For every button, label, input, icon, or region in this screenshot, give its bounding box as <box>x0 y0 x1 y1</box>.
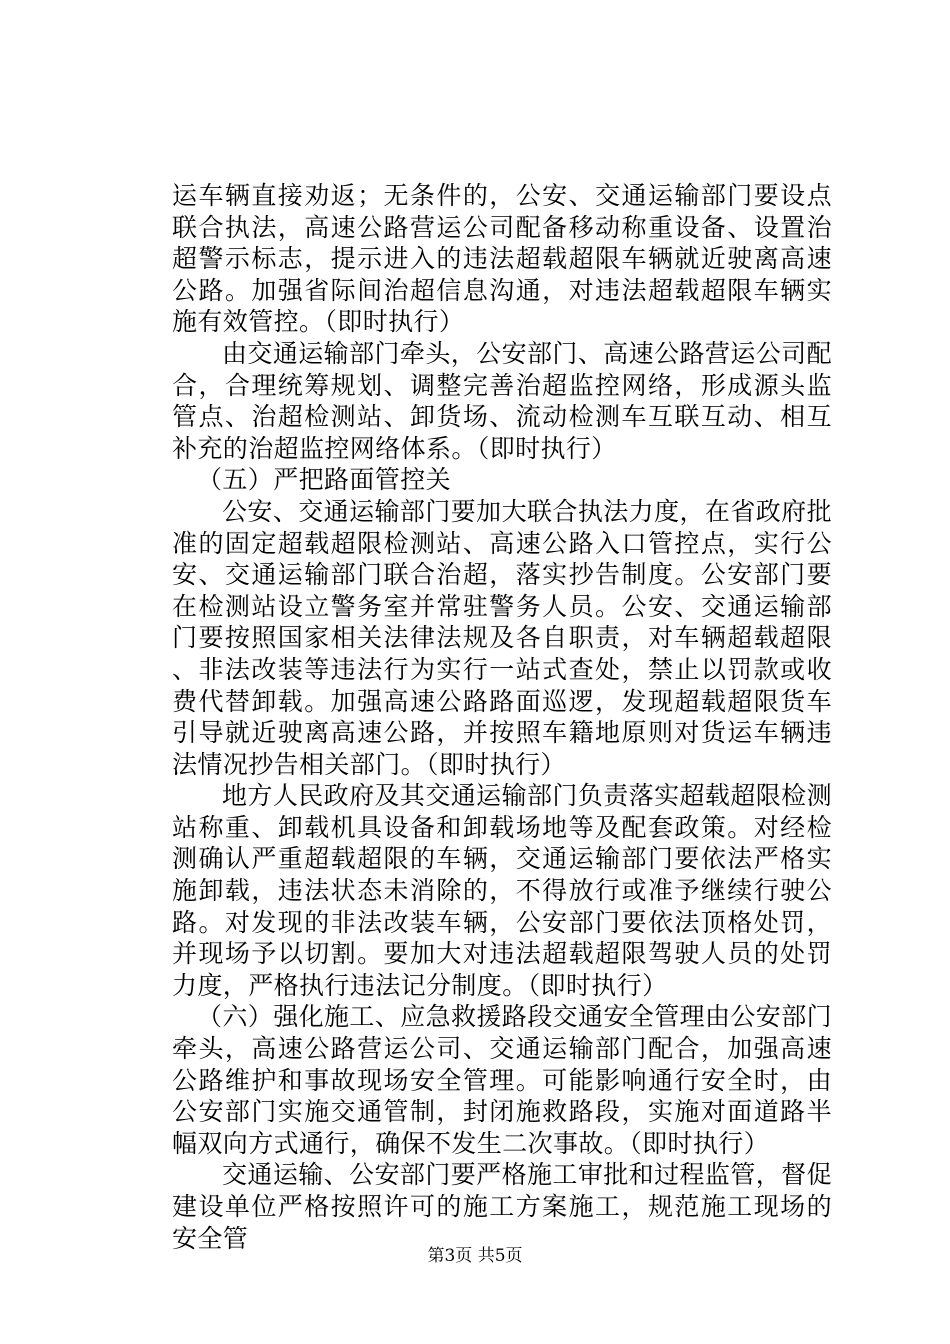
section-heading-six: （六）强化施工、应急救援路段交通安全管理由公安部门牵头，高速公路营运公司、交通运输部门配合，加强高速公路维护和事故现场安全管理。可能影响通行安全时，由公安部门实施交通管制，封闭施救路段，实施对面道路半幅双向方式通行，确保不发生二次事故。（即时执行） <box>172 1002 833 1158</box>
document-body <box>172 180 832 1254</box>
paragraph-construction-approval: 交通运输、公安部门要严格施工审批和过程监管，督促建设单位严格按照许可的施工方案施工，规范施工现场的安全管 <box>172 1160 832 1253</box>
section-heading-five: （五）严把路面管控关 <box>197 465 452 495</box>
paragraph-continuation: 运车辆直接劝返；无条件的，公安、交通运输部门要设点联合执法，高速公路营运公司配备移动称重设备、设置治超警示标志，提示进入的违法超载超限车辆就近驶离高速公路。加强省际间治超信息沟通，对违法超载超限车辆实施有效管控。（即时执行） <box>172 181 832 337</box>
paragraph-monitoring-network: 由交通运输部门牵头，公安部门、高速公路营运公司配合，合理统筹规划、调整完善治超监控网络，形成源头监管点、治超检测站、卸货场、流动检测车互联互动、相互补充的治超监控网络体系。（即时执行） <box>172 338 832 463</box>
paragraph-local-government: 地方人民政府及其交通运输部门负责落实超载超限检测站称重、卸载机具设备和卸载场地等及配套政策。对经检测确认严重超载超限的车辆，交通运输部门要依法严格实施卸载，违法状态未消除的，不得放行或准予继续行驶公路。对发现的非法改装车辆，公安部门要依法顶格处罚，并现场予以切割。要加大对违法超载超限驾驶人员的处罚力度，严格执行违法记分制度。（即时执行） <box>172 781 832 1000</box>
page-number-footer: 第3页 共5页 <box>427 1246 523 1266</box>
paragraph-joint-enforcement: 公安、交通运输部门要加大联合执法力度，在省政府批准的固定超载超限检测站、高速公路入口管控点，实行公安、交通运输部门联合治超，落实抄告制度。公安部门要在检测站设立警务室并常驻警务人员。公安、交通运输部门要按照国家相关法律法规及各自职责，对车辆超载超限、非法改装等违法行为实行一站式查处，禁止以罚款或收费代替卸载。加强高速公路路面巡逻，发现超载超限货车引导就近驶离高速公路，并按照车籍地原则对货运车辆违法情况抄告相关部门。（即时执行） <box>172 496 832 779</box>
